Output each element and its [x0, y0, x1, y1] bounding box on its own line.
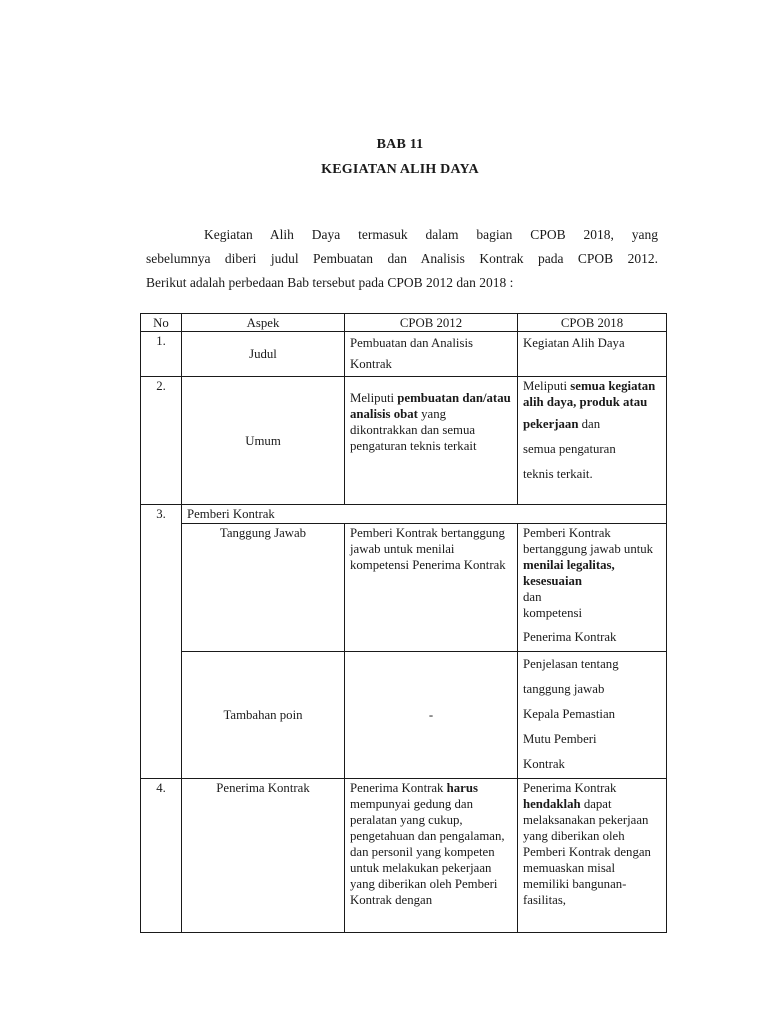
- chapter-number: BAB 11: [376, 137, 424, 152]
- header-aspek: Aspek: [182, 314, 345, 332]
- comparison-table: [140, 313, 667, 933]
- table-row: [141, 505, 667, 524]
- intro-line-3: Berikut adalah perbedaan Bab tersebut pada CPOB 2012 dan 2018 :: [146, 275, 514, 290]
- cpob-2012-cell: Pembuatan dan Analisis Kontrak: [345, 332, 518, 377]
- table-row: [141, 652, 667, 779]
- table-row: [141, 377, 667, 505]
- cpob-2012-cell: Pemberi Kontrak bertanggung jawab untuk menilai kompetensi Penerima Kontrak: [345, 524, 518, 652]
- emphasis-text: kesesuaian: [523, 574, 583, 588]
- emphasis-text: semua kegiatan alih daya, produk atau: [523, 379, 656, 409]
- row-number: 3.: [141, 505, 182, 524]
- aspek-cell: Tambahan poin: [182, 652, 345, 779]
- aspek-cell: Umum: [182, 377, 345, 505]
- cpob-2012-cell: Penerima Kontrak harus mempunyai gedung dan peralatan yang cukup, pengetahuan dan pengalaman, dan personil yang kompeten untuk melakukan pekerjaan yang diberikan oleh Pemberi Kontrak dengan: [345, 779, 518, 933]
- intro-line-2: sebelumnya diberi judul Pembuatan dan Analisis Kontrak pada CPOB 2012.: [146, 251, 658, 266]
- aspek-cell: Judul: [182, 332, 345, 377]
- row-number: 4.: [141, 779, 182, 933]
- emphasis-text: hendaklah: [523, 797, 581, 811]
- chapter-title: KEGIATAN ALIH DAYA: [321, 162, 479, 177]
- aspek-cell: Tanggung Jawab: [182, 524, 345, 652]
- table-row: [141, 332, 667, 377]
- emphasis-text: pembuatan dan/atau analisis obat: [350, 391, 511, 421]
- cpob-2012-cell: Meliputi pembuatan dan/atau analisis obat yang dikontrakkan dan semua pengaturan teknis terkait: [345, 377, 518, 505]
- section-label: Pemberi Kontrak: [182, 505, 667, 524]
- header-no: No: [141, 314, 182, 332]
- header-cpob-2018: CPOB 2018: [518, 314, 667, 332]
- cpob-2018-cell: Meliputi semua kegiatan alih daya, produk atau pekerjaan dan semua pengaturan teknis terkait.: [518, 377, 667, 505]
- row-number: 1.: [141, 332, 182, 377]
- emphasis-text: pekerjaan: [523, 417, 579, 431]
- table-row: [141, 779, 667, 933]
- aspek-cell: Penerima Kontrak: [182, 779, 345, 933]
- intro-paragraph: [146, 223, 658, 295]
- row-number: 2.: [141, 377, 182, 505]
- cpob-2018-cell: Penerima Kontrak hendaklah dapat melaksanakan pekerjaan yang diberikan oleh Pemberi Kontrak dengan memuaskan misal memiliki bangunan-fasilitas,: [518, 779, 667, 933]
- intro-line-1: Kegiatan Alih Daya termasuk dalam bagian CPOB 2018, yang: [204, 227, 658, 242]
- table-header-row: [141, 314, 667, 332]
- cpob-2018-cell: Kegiatan Alih Daya: [518, 332, 667, 377]
- emphasis-text: harus: [446, 781, 478, 795]
- cpob-2018-cell: Penjelasan tentang tanggung jawab Kepala Pemastian Mutu Pemberi Kontrak: [518, 652, 667, 779]
- emphasis-text: menilai legalitas: [523, 558, 612, 572]
- cpob-2012-cell: -: [345, 652, 518, 779]
- table-row: [141, 524, 667, 652]
- header-cpob-2012: CPOB 2012: [345, 314, 518, 332]
- cpob-2018-cell: Pemberi Kontrak bertanggung jawab untuk menilai legalitas, kesesuaian dan kompetensi Penerima Kontrak: [518, 524, 667, 652]
